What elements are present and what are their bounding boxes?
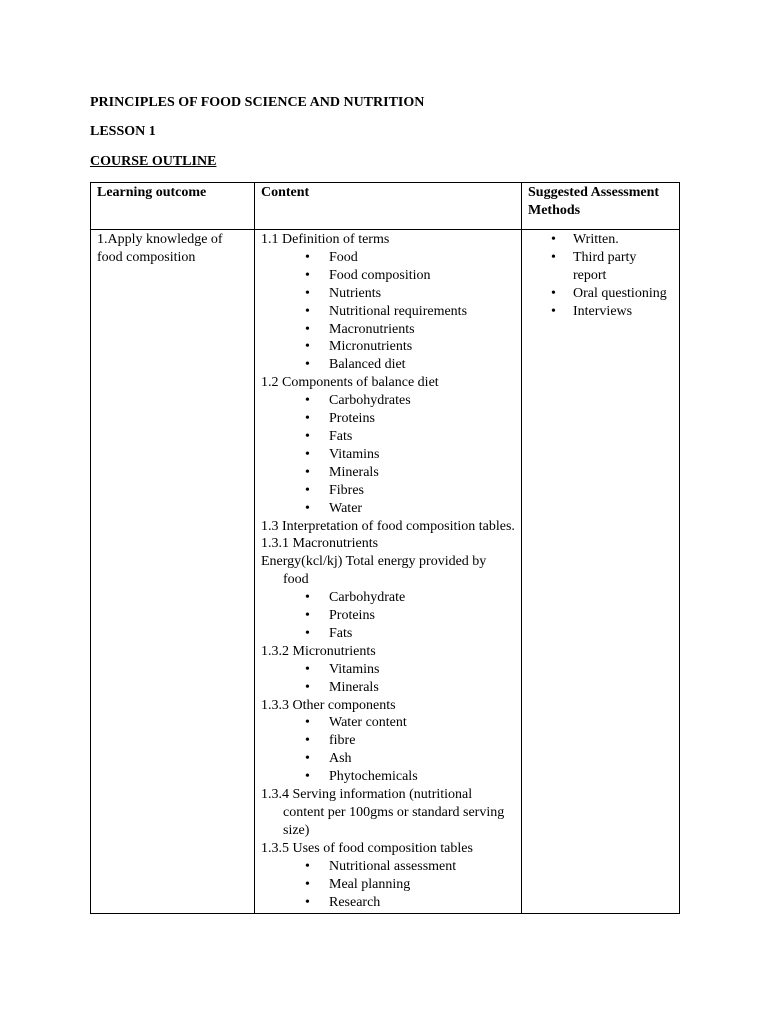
assessment-item-label: Third party report [573, 249, 637, 283]
list-item-label: Fats [329, 625, 353, 641]
content-bullet-list [261, 661, 515, 697]
lesson-label: LESSON 1 [90, 124, 156, 139]
list-item [305, 321, 515, 339]
bullet-icon: • [305, 625, 310, 641]
list-item [305, 303, 515, 321]
list-item [305, 267, 515, 285]
list-item [305, 894, 515, 912]
list-item [305, 732, 515, 750]
list-item [305, 285, 515, 303]
list-item [305, 410, 515, 428]
document-title: PRINCIPLES OF FOOD SCIENCE AND NUTRITION [90, 95, 425, 110]
list-item-label: Phytochemicals [329, 769, 418, 785]
list-item-label: Nutritional requirements [329, 303, 468, 319]
list-item [305, 392, 515, 410]
list-item [305, 249, 515, 267]
assessment-item-label: Written. [573, 232, 619, 247]
assessment-list [528, 231, 673, 321]
list-item-label: fibre [329, 733, 356, 749]
list-item-label: Water [329, 500, 363, 516]
list-item-label: Micronutrients [329, 339, 413, 355]
list-item-label: Minerals [329, 464, 379, 480]
list-item-label: Macronutrients [329, 321, 415, 337]
bullet-icon: • [305, 303, 310, 319]
assessment-item [551, 285, 673, 303]
bullet-icon: • [305, 357, 310, 373]
list-item [305, 714, 515, 732]
header-assessment-methods: Suggested Assessment Methods [522, 183, 680, 230]
bullet-icon: • [305, 267, 310, 283]
content-bullet-list [261, 392, 515, 517]
assessment-item-label: Oral questioning [573, 285, 667, 301]
list-item [305, 768, 515, 786]
bullet-icon: • [305, 590, 310, 606]
bullet-icon: • [305, 751, 310, 767]
list-item [305, 858, 515, 876]
table-header-row [91, 183, 680, 230]
list-item-label: Fats [329, 428, 353, 444]
bullet-icon: • [551, 285, 556, 301]
list-item [305, 428, 515, 446]
bullet-icon: • [305, 249, 310, 265]
bullet-icon: • [305, 428, 310, 444]
list-item-label: Carbohydrates [329, 393, 411, 409]
bullet-icon: • [305, 411, 310, 427]
list-item [305, 356, 515, 374]
content-bullet-list [261, 714, 515, 786]
bullet-icon: • [305, 446, 310, 462]
content-section-heading: 1.1 Definition of terms [261, 232, 390, 247]
course-outline-heading: COURSE OUTLINE [90, 154, 217, 169]
bullet-icon: • [305, 661, 310, 677]
content-section-heading: 1.3.5 Uses of food composition tables [261, 840, 473, 856]
list-item [305, 876, 515, 894]
bullet-icon: • [305, 285, 310, 301]
list-item [305, 482, 515, 500]
content-cell [255, 230, 522, 914]
bullet-icon: • [551, 249, 556, 265]
list-item-label: Water content [329, 715, 407, 731]
list-item [305, 750, 515, 768]
list-item-label: Vitamins [329, 446, 380, 462]
content-section-heading: 1.3.2 Micronutrients [261, 643, 376, 659]
list-item-label: Proteins [329, 608, 375, 624]
bullet-icon: • [305, 715, 310, 731]
bullet-icon: • [305, 876, 310, 892]
bullet-icon: • [551, 232, 556, 247]
assessment-item [551, 231, 673, 249]
content-section-heading: 1.3.1 Macronutrients [261, 536, 379, 552]
content-section-heading: 1.3.4 Serving information (nutritional content per 100gms or standard serving size) [261, 787, 505, 838]
bullet-icon: • [305, 769, 310, 785]
bullet-icon: • [305, 393, 310, 409]
list-item [305, 679, 515, 697]
list-item [305, 500, 515, 518]
table-row [91, 230, 680, 914]
assessment-item-label: Interviews [573, 303, 633, 319]
content-section-heading: Energy(kcl/kj) Total energy provided by food [261, 554, 487, 588]
list-item-label: Carbohydrate [329, 590, 406, 606]
assessment-item [551, 249, 673, 285]
list-item [305, 607, 515, 625]
list-item-label: Food [329, 249, 358, 265]
list-item [305, 338, 515, 356]
list-item [305, 661, 515, 679]
list-item-label: Ash [329, 751, 352, 767]
list-item [305, 446, 515, 464]
list-item-label: Fibres [329, 482, 364, 498]
content-bullet-list [261, 858, 515, 912]
bullet-icon: • [305, 679, 310, 695]
list-item-label: Vitamins [329, 661, 380, 677]
list-item-label: Food composition [329, 267, 431, 283]
list-item [305, 464, 515, 482]
bullet-icon: • [305, 339, 310, 355]
learning-outcome-cell: 1.Apply knowledge of food composition [91, 230, 255, 914]
content-bullet-list [261, 249, 515, 374]
header-learning-outcome: Learning outcome [91, 183, 255, 230]
content-section-heading: 1.2 Components of balance diet [261, 375, 439, 391]
list-item-label: Balanced diet [329, 357, 406, 373]
assessment-item [551, 303, 673, 321]
list-item [305, 589, 515, 607]
assessment-cell [522, 230, 680, 914]
list-item-label: Minerals [329, 679, 379, 695]
bullet-icon: • [305, 608, 310, 624]
bullet-icon: • [305, 482, 310, 498]
content-section-heading: 1.3 Interpretation of food composition tables. [261, 518, 515, 534]
header-content: Content [255, 183, 522, 230]
list-item-label: Research [329, 894, 381, 910]
content-section-heading: 1.3.3 Other components [261, 697, 396, 713]
list-item-label: Proteins [329, 411, 375, 427]
list-item-label: Meal planning [329, 876, 411, 892]
bullet-icon: • [551, 303, 556, 319]
bullet-icon: • [305, 321, 310, 337]
bullet-icon: • [305, 500, 310, 516]
course-outline-table [90, 182, 680, 914]
bullet-icon: • [305, 894, 310, 910]
list-item-label: Nutritional assessment [329, 858, 457, 874]
list-item [305, 625, 515, 643]
bullet-icon: • [305, 464, 310, 480]
bullet-icon: • [305, 858, 310, 874]
list-item-label: Nutrients [329, 285, 382, 301]
bullet-icon: • [305, 733, 310, 749]
content-bullet-list [261, 589, 515, 643]
